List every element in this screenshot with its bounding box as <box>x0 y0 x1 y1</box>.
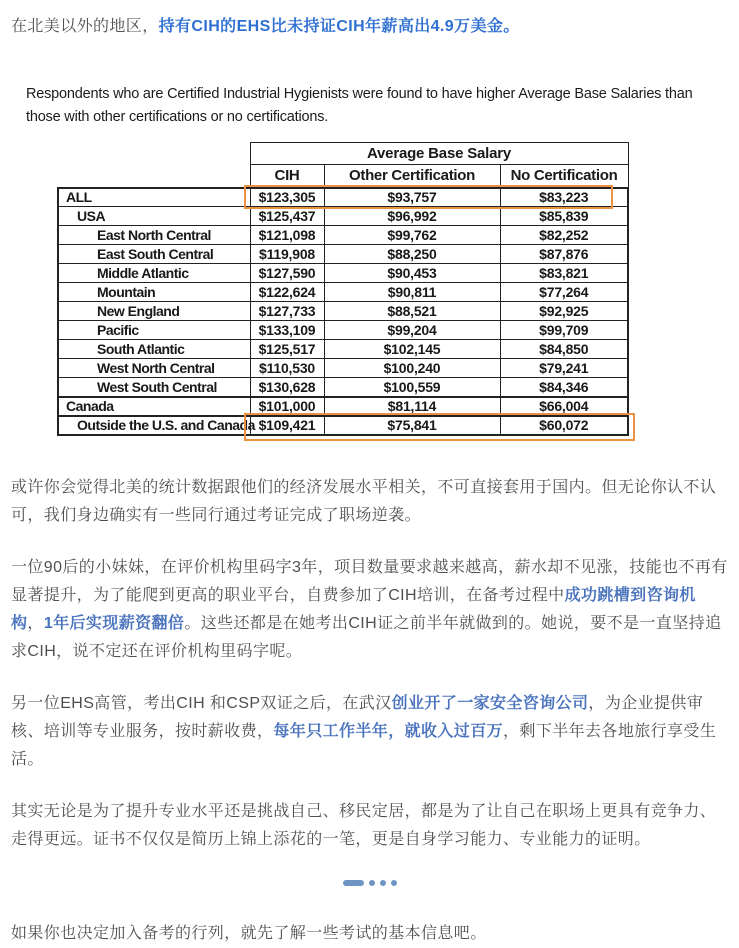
salary-value: $99,762 <box>324 226 500 245</box>
table-row <box>58 207 628 226</box>
region-label: East South Central <box>58 245 250 264</box>
salary-value: $123,305 <box>250 188 324 207</box>
body-text: ，剩下半年去各地旅行享受生活。 <box>11 722 717 768</box>
body-text: 一位90后的小妹妹，在评价机构里码字3年，项目数量要求越来越高，薪水却不见涨，技能也不再有显著提升，为了能爬到更高的职业平台，自费参加了CIH培训，在备考过程中 <box>11 558 728 604</box>
salary-value: $88,250 <box>324 245 500 264</box>
salary-value: $125,517 <box>250 340 324 359</box>
table-row <box>58 359 628 378</box>
salary-value: $90,453 <box>324 264 500 283</box>
salary-value: $130,628 <box>250 378 324 397</box>
highlight-text: 成功跳槽到咨询机构 <box>11 586 696 632</box>
salary-value: $90,811 <box>324 283 500 302</box>
table-row <box>58 283 628 302</box>
salary-value: $93,757 <box>324 188 500 207</box>
salary-value: $84,346 <box>500 378 628 397</box>
divider-dot-icon <box>369 880 375 886</box>
salary-value: $101,000 <box>250 397 324 416</box>
salary-value: $87,876 <box>500 245 628 264</box>
salary-value: $99,709 <box>500 321 628 340</box>
article-body <box>0 474 739 854</box>
group-header-row <box>58 143 628 165</box>
body-text: ， <box>27 614 44 632</box>
region-label: Middle Atlantic <box>58 264 250 283</box>
salary-value: $84,850 <box>500 340 628 359</box>
salary-value: $121,098 <box>250 226 324 245</box>
column-header-cih: CIH <box>250 165 324 188</box>
body-text: ，为企业提供审核、培训等专业服务，按时薪收费， <box>11 694 704 740</box>
body-text: 另一位EHS高管，考出CIH 和CSP双证之后，在武汉 <box>11 694 392 712</box>
highlight-text: 每年只工作半年，就收入过百万 <box>273 722 504 740</box>
body-text: 在北美以外的地区， <box>11 18 159 35</box>
highlight-text: 持有CIH的EHS比未持证CIH年薪高出4.9万美金。 <box>158 18 520 35</box>
section-divider <box>0 880 739 886</box>
divider-dash-icon <box>343 880 364 886</box>
body-text: 或许你会觉得北美的统计数据跟他们的经济发展水平相关，不可直接套用于国内。但无论你认不认可，我们身边确实有一些同行通过考证完成了职场逆袭。 <box>11 478 717 524</box>
region-label: West South Central <box>58 378 250 397</box>
table-row <box>58 302 628 321</box>
closing-paragraph <box>11 920 728 948</box>
salary-value: $88,521 <box>324 302 500 321</box>
corner-cell <box>58 143 250 165</box>
salary-value: $127,590 <box>250 264 324 283</box>
column-header-none: No Certification <box>500 165 628 188</box>
salary-value: $125,437 <box>250 207 324 226</box>
region-label: ALL <box>58 188 250 207</box>
region-label: Pacific <box>58 321 250 340</box>
salary-value: $75,841 <box>324 416 500 435</box>
region-label: East North Central <box>58 226 250 245</box>
table-row <box>58 378 628 397</box>
table-row <box>58 226 628 245</box>
body-text: 。这些还都是在她考出CIH证之前半年就做到的。她说，要不是一直坚持追求CIH，说不定还在评价机构里码字呢。 <box>11 614 722 660</box>
salary-value: $92,925 <box>500 302 628 321</box>
salary-value: $127,733 <box>250 302 324 321</box>
highlight-text: 创业开了一家安全咨询公司 <box>391 694 589 712</box>
column-header-row <box>58 165 628 188</box>
region-label: Mountain <box>58 283 250 302</box>
table-row <box>58 264 628 283</box>
figure-caption: Respondents who are Certified Industrial Hygienists were found to have higher Average Base Salaries than those with other certifications or no certifications. <box>26 86 693 125</box>
column-header-other: Other Certification <box>324 165 500 188</box>
salary-survey-figure <box>0 83 739 436</box>
salary-value: $79,241 <box>500 359 628 378</box>
salary-value: $81,114 <box>324 397 500 416</box>
table-row <box>58 245 628 264</box>
salary-value: $110,530 <box>250 359 324 378</box>
table-row <box>58 321 628 340</box>
region-label: Canada <box>58 397 250 416</box>
region-label: USA <box>58 207 250 226</box>
table-row <box>58 397 628 416</box>
salary-value: $77,264 <box>500 283 628 302</box>
salary-value: $60,072 <box>500 416 628 435</box>
salary-table-wrap <box>57 142 657 436</box>
salary-value: $96,992 <box>324 207 500 226</box>
salary-value: $83,223 <box>500 188 628 207</box>
salary-value: $119,908 <box>250 245 324 264</box>
salary-value: $133,109 <box>250 321 324 340</box>
region-label: West North Central <box>58 359 250 378</box>
intro-paragraph <box>11 0 728 41</box>
salary-value: $85,839 <box>500 207 628 226</box>
corner-cell <box>58 165 250 188</box>
salary-value: $102,145 <box>324 340 500 359</box>
salary-value: $109,421 <box>250 416 324 435</box>
region-label: New England <box>58 302 250 321</box>
salary-table <box>57 142 629 436</box>
paragraph <box>11 474 728 530</box>
table-row <box>58 416 628 435</box>
divider-dot-icon <box>380 880 386 886</box>
salary-value: $100,240 <box>324 359 500 378</box>
paragraph <box>11 554 728 666</box>
body-text: 其实无论是为了提升专业水平还是挑战自己、移民定居，都是为了让自己在职场上更具有竞争力、走得更远。证书不仅仅是简历上锦上添花的一笔，更是自身学习能力、专业能力的证明。 <box>11 802 717 848</box>
region-label: South Atlantic <box>58 340 250 359</box>
salary-value: $82,252 <box>500 226 628 245</box>
salary-value: $122,624 <box>250 283 324 302</box>
highlight-text: 1年后实现薪资翻倍 <box>43 614 185 632</box>
salary-table-body <box>58 188 628 435</box>
salary-value: $83,821 <box>500 264 628 283</box>
salary-value: $66,004 <box>500 397 628 416</box>
salary-value: $100,559 <box>324 378 500 397</box>
region-label: Outside the U.S. and Canada <box>58 416 250 435</box>
body-text: 如果你也决定加入备考的行列，就先了解一些考试的基本信息吧。 <box>11 924 487 942</box>
salary-value: $99,204 <box>324 321 500 340</box>
table-row <box>58 340 628 359</box>
divider-dot-icon <box>391 880 397 886</box>
table-row <box>58 188 628 207</box>
paragraph <box>11 798 728 854</box>
group-header: Average Base Salary <box>250 143 628 165</box>
paragraph <box>11 690 728 774</box>
